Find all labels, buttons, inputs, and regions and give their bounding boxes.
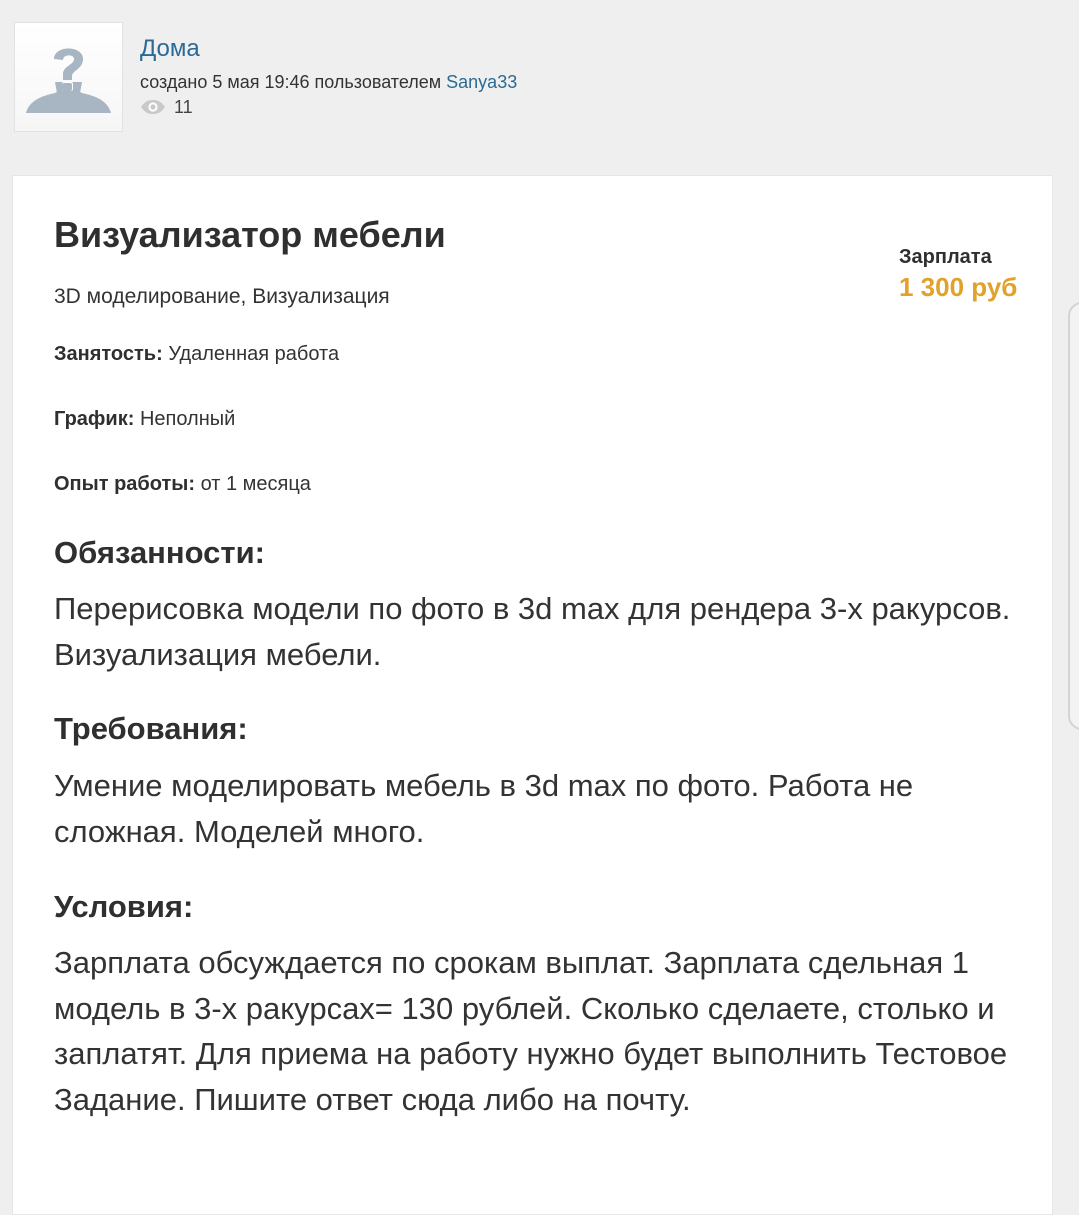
created-info <box>140 70 517 94</box>
views-counter <box>140 95 193 119</box>
employment-label: Занятость: <box>54 343 163 365</box>
employment-detail <box>54 340 339 368</box>
requirements-text: Умение моделировать мебель в 3d max по фото. Работа не сложная. Моделей много. <box>54 768 914 849</box>
avatar[interactable] <box>14 22 123 132</box>
experience-value: от 1 месяца <box>195 473 311 495</box>
duties-text: Перерисовка модели по фото в 3d max для рендера 3-х ракурсов. Визуализация мебели. <box>54 591 1011 672</box>
eye-icon <box>140 99 166 115</box>
experience-label: Опыт работы: <box>54 473 196 495</box>
schedule-detail <box>54 405 235 433</box>
vacancy-categories: 3D моделирование, Визуализация <box>54 285 390 308</box>
duties-heading: Обязанности: <box>54 535 265 570</box>
vacancy-card <box>12 175 1053 1215</box>
conditions-heading: Условия: <box>54 889 194 924</box>
schedule-label: График: <box>54 408 135 430</box>
views-count: 11 <box>174 96 193 117</box>
experience-detail <box>54 470 311 498</box>
vacancy-title: Визуализатор мебели <box>54 214 446 255</box>
default-user-placeholder-icon <box>15 23 122 131</box>
requirements-heading: Требования: <box>54 711 248 746</box>
schedule-value: Неполный <box>134 408 236 430</box>
employment-value: Удаленная работа <box>162 343 340 365</box>
community-link[interactable]: Дома <box>140 35 200 62</box>
post-header <box>0 0 1079 160</box>
salary-label: Зарплата <box>899 246 992 268</box>
scrollbar[interactable] <box>1068 302 1079 730</box>
conditions-text: Зарплата обсуждается по срокам выплат. Зарплата сдельная 1 модель в 3-х ракурсах= 130 рублей. Сколько сделаете, столько и заплатят. Для приема на работу нужно будет выполнить Тестовое Задание. Пишите ответ сюда либо на почту. <box>54 945 1008 1117</box>
salary-value: 1 300 руб <box>899 272 1018 302</box>
created-text: создано 5 мая 19:46 пользователем <box>140 72 447 92</box>
salary-block <box>899 244 1017 304</box>
author-link[interactable]: Sanya33 <box>446 72 518 92</box>
